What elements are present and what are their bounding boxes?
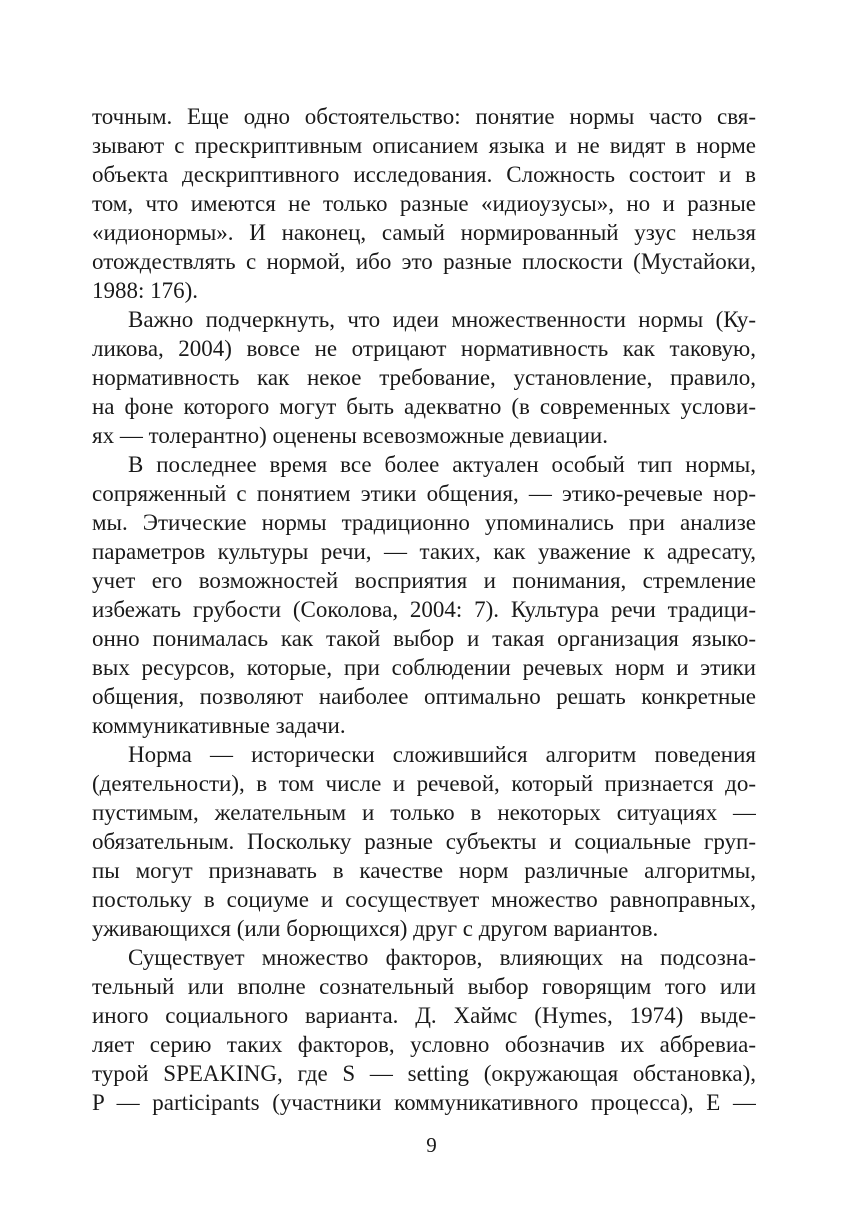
- text-line: «идионормы». И наконец, самый нормированный узус нельзя: [92, 220, 756, 245]
- text-line: тельный или вполне сознательный выбор говорящим того или: [92, 974, 756, 999]
- text-line: ликова, 2004) вовсе не отрицают нормативность как таковую,: [92, 336, 756, 361]
- text-line: 1988: 176).: [92, 278, 199, 303]
- paragraph: [92, 943, 756, 1117]
- text-line: отождествлять с нормой, ибо это разные плоскости (Мустайоки,: [92, 249, 756, 274]
- text-line: точным. Еще одно обстоятельство: понятие нормы часто свя-: [92, 104, 756, 129]
- text-line: P — participants (участники коммуникативного процесса), E —: [92, 1090, 756, 1115]
- text-line: коммуникативные задачи.: [92, 713, 346, 738]
- paragraph: [92, 102, 756, 305]
- text-line: онно понималась как такой выбор и такая организация языко-: [92, 626, 756, 651]
- text-line: вых ресурсов, которые, при соблюдении речевых норм и этики: [92, 655, 756, 680]
- paragraph: [92, 740, 756, 943]
- text-line: (деятельности), в том числе и речевой, который признается до-: [92, 771, 756, 796]
- text-line: В последнее время все более актуален особый тип нормы,: [128, 452, 756, 477]
- paragraph: [92, 450, 756, 740]
- paragraph: [92, 305, 756, 450]
- text-line: ляет серию таких факторов, условно обозначив их аббревиа-: [92, 1032, 756, 1057]
- text-line: нормативность как некое требование, установление, правило,: [92, 365, 756, 390]
- text-line: учет его возможностей восприятия и понимания, стремление: [92, 568, 756, 593]
- text-line: том, что имеются не только разные «идиоузусы», но и разные: [92, 191, 756, 216]
- text-line: пустимым, желательным и только в некоторых ситуациях —: [92, 800, 756, 825]
- text-line: Норма — исторически сложившийся алгоритм поведения: [128, 742, 756, 767]
- text-line: сопряженный с понятием этики общения, — этико-речевые нор-: [92, 481, 756, 506]
- page-number: 9: [426, 1133, 437, 1157]
- text-line: мы. Этические нормы традиционно упоминались при анализе: [92, 510, 756, 535]
- body-text: [92, 102, 756, 1117]
- text-line: Важно подчеркнуть, что идеи множественности нормы (Ку-: [128, 307, 756, 332]
- text-line: пы могут признавать в качестве норм различные алгоритмы,: [92, 858, 756, 883]
- text-line: на фоне которого могут быть адекватно (в современных услови-: [92, 394, 756, 419]
- text-line: общения, позволяют наиболее оптимально решать конкретные: [92, 684, 756, 709]
- text-line: параметров культуры речи, — таких, как уважение к адресату,: [92, 539, 756, 564]
- text-line: объекта дескриптивного исследования. Сложность состоит и в: [92, 162, 756, 187]
- text-line: турой SPEAKING, где S — setting (окружающая обстановка),: [92, 1061, 756, 1086]
- text-line: иного социального варианта. Д. Хаймс (Hymes, 1974) выде-: [92, 1003, 756, 1028]
- text-line: избежать грубости (Соколова, 2004: 7). Культура речи традици-: [92, 597, 756, 622]
- text-line: Существует множество факторов, влияющих на подсозна-: [128, 945, 756, 970]
- text-line: зывают с прескриптивным описанием языка и не видят в норме: [92, 133, 756, 158]
- text-line: постольку в социуме и сосуществует множество равноправных,: [92, 887, 756, 912]
- text-line: уживающихся (или борющихся) друг с другом вариантов.: [92, 916, 659, 941]
- text-line: обязательным. Поскольку разные субъекты и социальные груп-: [92, 829, 756, 854]
- text-line: ях — толерантно) оценены всевозможные девиации.: [92, 423, 608, 448]
